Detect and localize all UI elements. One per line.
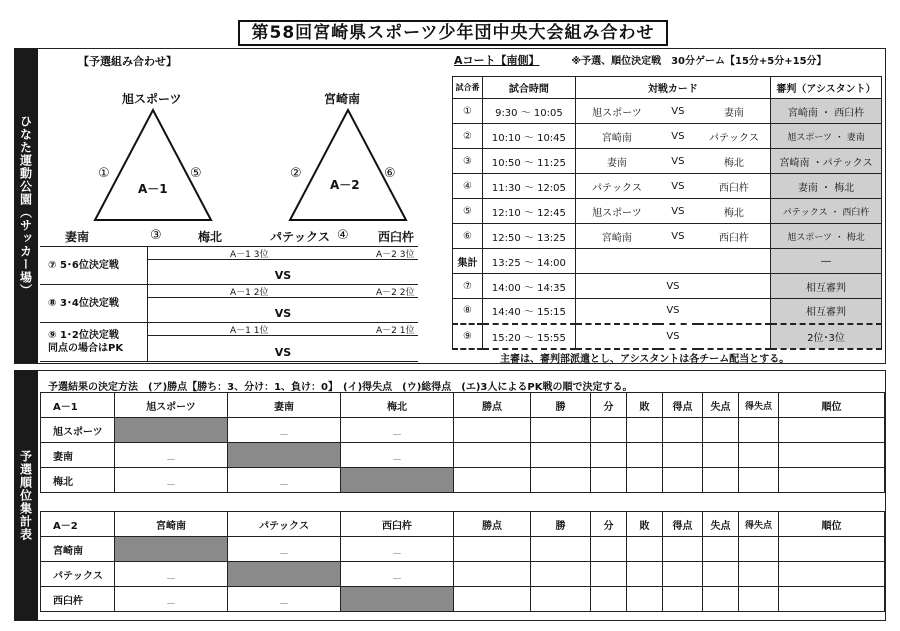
schedule-row bbox=[453, 299, 882, 324]
match-time: 10:10 ～ 10:45 bbox=[482, 124, 575, 149]
match-home: 宮崎南 bbox=[575, 124, 658, 149]
match-home: パテックス bbox=[575, 174, 658, 199]
schedule-row bbox=[453, 274, 882, 299]
placement-vs: VS bbox=[274, 307, 292, 320]
placement-label: ⑨ 1･2位決定戦 同点の場合はPK bbox=[40, 323, 148, 361]
rank-cell-self bbox=[228, 443, 341, 468]
group-a1-bottom-right-team: 梅北 bbox=[198, 230, 223, 244]
placement-label: ⑧ 3･4位決定戦 bbox=[40, 285, 148, 322]
match-no: ⑦ bbox=[453, 274, 483, 299]
group-a1-triangle bbox=[95, 110, 211, 220]
schedule-row bbox=[453, 124, 882, 149]
rank-col: 得失点 bbox=[739, 512, 779, 537]
match-ref: ― bbox=[771, 249, 882, 274]
group-a1-name: A－1 bbox=[138, 182, 168, 196]
placement-right-seed: A－2 1位 bbox=[376, 326, 415, 336]
schedule-row bbox=[453, 199, 882, 224]
match-vs: VS bbox=[575, 324, 770, 349]
match-ref: 旭スポーツ ・ 梅北 bbox=[771, 224, 882, 249]
match-home: 旭スポーツ bbox=[575, 199, 658, 224]
rank-col: 順位 bbox=[779, 512, 885, 537]
rank-cell: － bbox=[228, 587, 341, 612]
match-ref: 旭スポーツ ・ 妻南 bbox=[771, 124, 882, 149]
match-vs: VS bbox=[658, 124, 698, 149]
ranking-table-a2 bbox=[40, 511, 885, 612]
rank-cell: － bbox=[341, 537, 454, 562]
schedule-header-time: 試合時間 bbox=[482, 77, 575, 99]
match-no: ⑤ bbox=[453, 199, 483, 224]
rank-col-team: 旭スポーツ bbox=[115, 393, 228, 418]
placement-seeds bbox=[148, 247, 418, 260]
placement-left-seed: A－1 3位 bbox=[230, 250, 269, 260]
match-vs: VS bbox=[575, 274, 770, 299]
section-left-title: 【予選組み合わせ】 bbox=[78, 55, 177, 68]
placement-row-3-4 bbox=[40, 284, 418, 322]
schedule-note-bottom: 主審は、審判部派遣とし、アシスタントは各チーム配当とする。 bbox=[500, 354, 790, 365]
rank-col-team: 西臼杵 bbox=[341, 512, 454, 537]
placement-right-seed: A－2 3位 bbox=[376, 250, 415, 260]
ranking-table-a1 bbox=[40, 392, 885, 493]
rank-col-team: パテックス bbox=[228, 512, 341, 537]
rank-team: パテックス bbox=[41, 562, 115, 587]
placement-left-seed: A－1 2位 bbox=[230, 288, 269, 298]
match-vs: VS bbox=[658, 99, 698, 124]
rank-col-team: 宮崎南 bbox=[115, 512, 228, 537]
group-a2-bottom-left-team: パテックス bbox=[270, 230, 330, 244]
match-no: ① bbox=[453, 99, 483, 124]
court-label: Aコート【南側】 bbox=[454, 54, 540, 67]
match-ref: 宮崎南 ・ 西臼杵 bbox=[771, 99, 882, 124]
schedule-table bbox=[452, 76, 882, 350]
rank-cell: － bbox=[115, 587, 228, 612]
group-a2-name: A－2 bbox=[330, 178, 360, 192]
match-no: ② bbox=[453, 124, 483, 149]
rank-col: 勝 bbox=[531, 393, 591, 418]
placement-vs: VS bbox=[274, 346, 292, 359]
schedule-note-top: ※予選、順位決定戦 30分ゲーム【15分+5分+15分】 bbox=[571, 56, 827, 67]
match-no: ④ bbox=[453, 174, 483, 199]
rank-col: 分 bbox=[591, 393, 627, 418]
group-a2-left-match: ② bbox=[290, 166, 302, 181]
schedule-row bbox=[453, 224, 882, 249]
rank-col: 敗 bbox=[627, 393, 663, 418]
match-ref: パテックス ・ 西臼杵 bbox=[771, 199, 882, 224]
rank-team: 妻南 bbox=[41, 443, 115, 468]
group-a2-bottom-match: ④ bbox=[337, 228, 349, 243]
rank-group: A－1 bbox=[41, 393, 115, 418]
schedule-row bbox=[453, 174, 882, 199]
match-time: 9:30 ～ 10:05 bbox=[482, 99, 575, 124]
venue-label: ひなた運動公園（サッカー場） bbox=[14, 48, 38, 363]
match-vs bbox=[575, 249, 770, 274]
match-time: 11:30 ～ 12:05 bbox=[482, 174, 575, 199]
schedule-row bbox=[453, 149, 882, 174]
placement-row-1-2 bbox=[40, 322, 418, 362]
page-title: 第58回宮崎県スポーツ少年団中央大会組み合わせ bbox=[238, 20, 668, 46]
rank-cell: － bbox=[228, 418, 341, 443]
rank-col-team: 妻南 bbox=[228, 393, 341, 418]
rank-col-team: 梅北 bbox=[341, 393, 454, 418]
match-time: 10:50 ～ 11:25 bbox=[482, 149, 575, 174]
rank-col: 順位 bbox=[779, 393, 885, 418]
rank-cell: － bbox=[341, 443, 454, 468]
schedule-row-final bbox=[453, 324, 882, 349]
match-no: ⑥ bbox=[453, 224, 483, 249]
rank-col: 勝点 bbox=[454, 512, 531, 537]
placement-seeds bbox=[148, 285, 418, 298]
placement-left-seed: A－1 1位 bbox=[230, 326, 269, 336]
match-time: 15:20 ～ 15:55 bbox=[482, 324, 575, 349]
match-away: 妻南 bbox=[698, 99, 771, 124]
rank-team: 旭スポーツ bbox=[41, 418, 115, 443]
rank-col: 失点 bbox=[703, 393, 739, 418]
rank-col: 得点 bbox=[663, 512, 703, 537]
match-home: 旭スポーツ bbox=[575, 99, 658, 124]
match-vs: VS bbox=[658, 224, 698, 249]
match-no: 集計 bbox=[453, 249, 483, 274]
ranking-team-row bbox=[41, 587, 885, 612]
schedule-header-ref: 審判（アシスタント） bbox=[771, 77, 882, 99]
rank-team: 西臼杵 bbox=[41, 587, 115, 612]
rank-team: 宮崎南 bbox=[41, 537, 115, 562]
placement-vs: VS bbox=[274, 269, 292, 282]
rank-col: 分 bbox=[591, 512, 627, 537]
rank-col: 勝点 bbox=[454, 393, 531, 418]
match-no: ③ bbox=[453, 149, 483, 174]
placement-row-5-6 bbox=[40, 246, 418, 284]
rank-col: 得点 bbox=[663, 393, 703, 418]
group-a2-bottom-right-team: 西臼杵 bbox=[378, 230, 415, 244]
schedule-header-card: 対戦カード bbox=[575, 77, 770, 99]
rank-col: 敗 bbox=[627, 512, 663, 537]
schedule-header-no: 試合番 bbox=[453, 77, 483, 99]
match-home: 妻南 bbox=[575, 149, 658, 174]
rank-cell: － bbox=[341, 562, 454, 587]
match-away: 西臼杵 bbox=[698, 174, 771, 199]
ranking-team-row bbox=[41, 537, 885, 562]
rank-cell: － bbox=[115, 562, 228, 587]
match-ref: 相互審判 bbox=[771, 299, 882, 324]
match-no: ⑨ bbox=[453, 324, 483, 349]
group-a2-top-team: 宮崎南 bbox=[324, 92, 361, 106]
schedule-row bbox=[453, 99, 882, 124]
rank-cell: － bbox=[228, 468, 341, 493]
placement-label: ⑦ 5･6位決定戦 bbox=[40, 247, 148, 284]
ranking-method: 予選結果の決定方法 (ア)勝点【勝ち：3、分け：1、負け：0】 (イ)得失点 (ウ)総得点 (エ)3人によるPK戦の順で決定する。 bbox=[48, 382, 633, 393]
ranking-header-row bbox=[41, 512, 885, 537]
match-away: 西臼杵 bbox=[698, 224, 771, 249]
group-a1-left-match: ① bbox=[98, 166, 110, 181]
rank-cell: － bbox=[341, 418, 454, 443]
match-home: 宮崎南 bbox=[575, 224, 658, 249]
match-ref: 相互審判 bbox=[771, 274, 882, 299]
match-time: 14:00 ～ 14:35 bbox=[482, 274, 575, 299]
schedule-row bbox=[453, 249, 882, 274]
rank-cell: － bbox=[115, 443, 228, 468]
rank-col: 失点 bbox=[703, 512, 739, 537]
group-a1-bottom-match: ③ bbox=[150, 228, 162, 243]
ranking-team-row bbox=[41, 418, 885, 443]
ranking-header-row bbox=[41, 393, 885, 418]
match-ref: 妻南 ・ 梅北 bbox=[771, 174, 882, 199]
match-vs: VS bbox=[658, 174, 698, 199]
match-no: ⑧ bbox=[453, 299, 483, 324]
rank-cell-self bbox=[228, 562, 341, 587]
ranking-team-row bbox=[41, 562, 885, 587]
schedule-header bbox=[454, 52, 827, 68]
group-a1-bottom-left-team: 妻南 bbox=[65, 230, 90, 244]
match-time: 14:40 ～ 15:15 bbox=[482, 299, 575, 324]
rank-group: A－2 bbox=[41, 512, 115, 537]
match-vs: VS bbox=[575, 299, 770, 324]
match-time: 13:25 ～ 14:00 bbox=[482, 249, 575, 274]
rank-cell-self bbox=[115, 418, 228, 443]
rank-col: 得失点 bbox=[739, 393, 779, 418]
group-a1-right-match: ⑤ bbox=[190, 166, 202, 181]
group-a2-triangle bbox=[290, 110, 406, 220]
match-away: パテックス bbox=[698, 124, 771, 149]
placement-seeds bbox=[148, 323, 418, 336]
rank-team: 梅北 bbox=[41, 468, 115, 493]
rank-cell: － bbox=[115, 468, 228, 493]
ranking-team-row bbox=[41, 468, 885, 493]
placement-matches bbox=[40, 246, 418, 362]
rank-cell-self bbox=[341, 587, 454, 612]
rank-col: 勝 bbox=[531, 512, 591, 537]
match-vs: VS bbox=[658, 149, 698, 174]
match-away: 梅北 bbox=[698, 149, 771, 174]
placement-right-seed: A－2 2位 bbox=[376, 288, 415, 298]
ranking-table-label: 予選順位集計表 bbox=[14, 370, 38, 620]
match-ref: 宮崎南 ・パテックス bbox=[771, 149, 882, 174]
group-a1-top-team: 旭スポーツ bbox=[122, 92, 182, 106]
group-diagram bbox=[40, 80, 420, 240]
ranking-team-row bbox=[41, 443, 885, 468]
match-time: 12:10 ～ 12:45 bbox=[482, 199, 575, 224]
match-time: 12:50 ～ 13:25 bbox=[482, 224, 575, 249]
group-a2-right-match: ⑥ bbox=[384, 166, 396, 181]
rank-cell-self bbox=[115, 537, 228, 562]
match-vs: VS bbox=[658, 199, 698, 224]
rank-cell-self bbox=[341, 468, 454, 493]
match-ref: 2位･3位 bbox=[771, 324, 882, 349]
rank-cell: － bbox=[228, 537, 341, 562]
match-away: 梅北 bbox=[698, 199, 771, 224]
